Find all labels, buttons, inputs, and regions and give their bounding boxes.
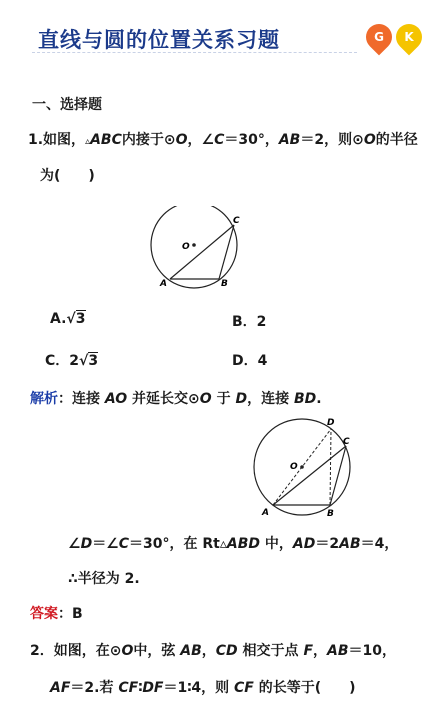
label-o: O: [290, 462, 298, 472]
analysis-ab: AB: [339, 536, 361, 552]
analysis-text: ，连接: [247, 391, 294, 407]
q2-text: ，: [313, 643, 328, 659]
q2-text: ＝1∶4，则: [163, 680, 234, 696]
q2-cf: CF: [118, 680, 139, 696]
q1-figure: [148, 206, 248, 298]
q1-abc: ABC: [90, 132, 122, 148]
analysis-ad: AD: [292, 536, 316, 552]
sqrt-icon: √: [66, 311, 76, 327]
analysis-text: ∠: [68, 536, 81, 552]
analysis-text: 于: [211, 391, 236, 407]
q1-c: C: [214, 132, 225, 148]
label-b: B: [221, 279, 228, 289]
option-a-label: A.: [50, 311, 67, 327]
q2-af: AF: [50, 680, 71, 696]
segment-ac: [170, 225, 234, 279]
analysis-o: O: [199, 391, 212, 407]
q2-text: 2．如图，在⊙: [30, 643, 122, 659]
segment-bc: [330, 446, 346, 505]
analysis-text: ＝2: [315, 536, 340, 552]
q1-line2: 为( ): [40, 168, 95, 184]
logo-letter-k: K: [404, 30, 414, 44]
analysis-text: ＝∠: [92, 536, 119, 552]
q2-o: O: [121, 643, 134, 659]
center-point: [300, 465, 304, 469]
option-d: D．4: [232, 353, 268, 369]
option-c: [45, 350, 98, 370]
analysis-line2: ∴半径为 2.: [68, 571, 140, 587]
q2-text: ∶: [138, 680, 143, 696]
option-b: B．2: [232, 314, 267, 330]
q2-df: DF: [142, 680, 164, 696]
label-c: C: [343, 437, 350, 447]
center-point: [192, 243, 196, 247]
answer-line: [30, 603, 83, 623]
q1-o2: O: [363, 132, 376, 148]
analysis-text: ＝30°，在 Rt▵: [129, 536, 227, 552]
option-c-label: C．2: [45, 353, 80, 369]
sqrt-icon: √: [79, 353, 89, 369]
analysis-text: ＝4，: [360, 536, 399, 552]
analysis-c: C: [118, 536, 130, 552]
label-o: O: [182, 242, 190, 252]
triangle-symbol: ▵: [85, 136, 91, 147]
logo-pin-k: [391, 19, 428, 56]
analysis-abd: ABD: [226, 536, 261, 552]
analysis-d: D: [235, 391, 248, 407]
q2-f: F: [303, 643, 314, 659]
analysis-text: 中，: [260, 536, 293, 552]
q1-text: 内接于⊙: [121, 132, 176, 148]
q1-text: ＝2，则⊙: [300, 132, 364, 148]
q1-line1: [28, 129, 418, 149]
section-heading: 一、选择题: [32, 97, 102, 113]
q2-line1: [30, 640, 396, 660]
circle: [151, 206, 237, 288]
q2-cf2: CF: [233, 680, 254, 696]
analysis-ao: AO: [104, 391, 128, 407]
label-d: D: [327, 418, 335, 428]
analysis-label: 解析: [30, 391, 58, 407]
logo-pin-g: [361, 19, 398, 56]
q2-text: 的长等于( ): [253, 680, 356, 696]
segment-bc: [219, 225, 234, 279]
q2-text: ＝10，: [348, 643, 397, 659]
analysis-text: ：连接: [58, 391, 105, 407]
answer-label: 答案: [30, 606, 58, 622]
segment-bd: [330, 429, 331, 505]
q2-text: ，: [201, 643, 216, 659]
analysis-text: 并延长交⊙: [127, 391, 200, 407]
label-c: C: [233, 216, 240, 226]
analysis-bd: BD: [293, 391, 317, 407]
q1-text: ，∠: [187, 132, 215, 148]
logo-letter-g: G: [374, 30, 384, 44]
label-a: A: [160, 279, 167, 289]
q2-text: 相交于点: [237, 643, 304, 659]
analysis-figure: [250, 412, 360, 522]
segment-ac: [273, 446, 346, 505]
option-a: [50, 311, 86, 327]
q2-ab2: AB: [327, 643, 349, 659]
q2-line2: [50, 677, 356, 697]
analysis-line1: [68, 533, 398, 553]
q1-ab: AB: [278, 132, 301, 148]
q1-text: 的半径: [375, 132, 418, 148]
answer-value: ：B: [58, 606, 83, 622]
analysis-text: .: [316, 391, 322, 407]
q1-text: 1.如图，: [28, 132, 86, 148]
option-a-radicand: 3: [75, 311, 86, 327]
q2-text: 中，弦: [133, 643, 181, 659]
analysis-d: D: [80, 536, 93, 552]
label-b: B: [327, 509, 334, 519]
analysis-line: [30, 388, 322, 408]
page-title: 直线与圆的位置关系习题: [38, 28, 280, 52]
q2-ab: AB: [180, 643, 202, 659]
label-a: A: [262, 508, 269, 518]
option-c-radicand: 3: [88, 353, 99, 369]
q1-o: O: [175, 132, 188, 148]
q1-text: ＝30°，: [224, 132, 279, 148]
q2-cd: CD: [215, 643, 238, 659]
title-divider: [32, 52, 357, 53]
q2-text: ＝2.若: [70, 680, 119, 696]
